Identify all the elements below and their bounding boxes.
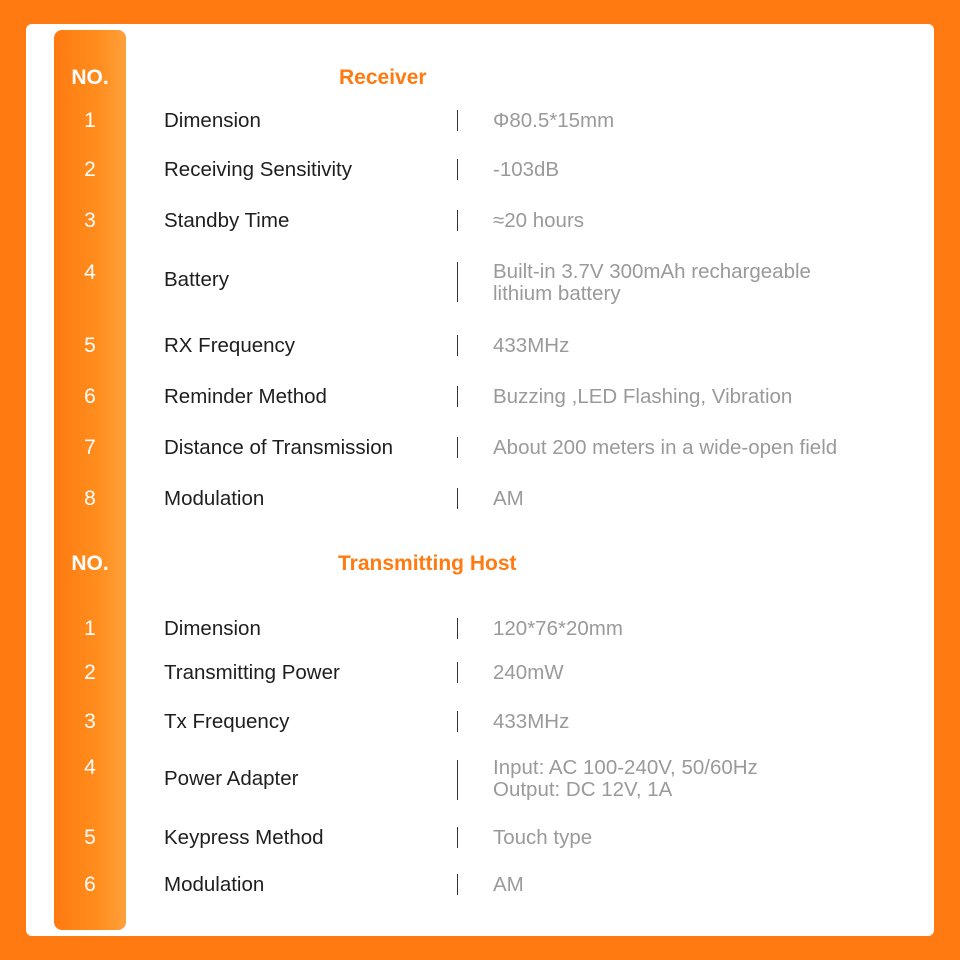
transmitter-row-label: Transmitting Power xyxy=(164,661,340,684)
receiver-row-number: 6 xyxy=(84,385,96,408)
receiver-row-label: Modulation xyxy=(164,487,265,510)
receiver-row-value: ≈20 hours xyxy=(493,209,585,232)
transmitter-row-number: 6 xyxy=(84,873,96,896)
transmitter-row-label: Modulation xyxy=(164,873,265,896)
receiver-row-number: 1 xyxy=(84,109,96,132)
transmitter-row-label: Keypress Method xyxy=(164,826,324,849)
receiver-row-label: RX Frequency xyxy=(164,334,296,357)
receiver-row-number: 2 xyxy=(84,158,96,181)
transmitter-row-number: 2 xyxy=(84,661,96,684)
receiver-row-value: Buzzing ,LED Flashing, Vibration xyxy=(493,385,793,408)
row-separator xyxy=(457,262,458,302)
receiver-row-number: 5 xyxy=(84,334,96,357)
transmitter-row-label: Power Adapter xyxy=(164,767,299,790)
receiver-row-label: Standby Time xyxy=(164,209,290,232)
row-separator xyxy=(457,711,458,732)
receiver-row-label: Battery xyxy=(164,268,229,291)
row-separator xyxy=(457,618,458,639)
receiver-row-value-line: Built-in 3.7V 300mAh rechargeable xyxy=(493,260,811,283)
transmitter-row-number: 1 xyxy=(84,617,96,640)
row-separator xyxy=(457,827,458,848)
transmitter-row-label: Dimension xyxy=(164,617,261,640)
row-separator xyxy=(457,386,458,407)
transmitter-row-value-line: Input: AC 100-240V, 50/60Hz xyxy=(493,756,758,779)
transmitter-row-number: 5 xyxy=(84,826,96,849)
transmitter-row-value: 120*76*20mm xyxy=(493,617,623,640)
row-separator xyxy=(457,159,458,180)
transmitter-row-value: 433MHz xyxy=(493,710,570,733)
transmitter-row-label: Tx Frequency xyxy=(164,710,290,733)
transmitter-section-title: Transmitting Host xyxy=(338,552,517,575)
receiver-row-label: Distance of Transmission xyxy=(164,436,394,459)
receiver-row-value: 433MHz xyxy=(493,334,570,357)
transmitter-row-value: Touch type xyxy=(493,826,593,849)
receiver-row-number: 8 xyxy=(84,487,96,510)
receiver-row-value: AM xyxy=(493,487,524,510)
receiver-row-value: -103dB xyxy=(493,158,560,181)
receiver-section-title: Receiver xyxy=(339,66,427,89)
receiver-row-label: Reminder Method xyxy=(164,385,327,408)
receiver-row-value: Φ80.5*15mm xyxy=(493,109,615,132)
row-separator xyxy=(457,760,458,800)
transmitter-row-value: AM xyxy=(493,873,524,896)
row-separator xyxy=(457,662,458,683)
receiver-row-number: 7 xyxy=(84,436,96,459)
transmitter-row-value: 240mW xyxy=(493,661,564,684)
receiver-row-label: Dimension xyxy=(164,109,261,132)
spec-card xyxy=(26,24,934,936)
row-separator xyxy=(457,488,458,509)
receiver-row-value: About 200 meters in a wide-open field xyxy=(493,436,838,459)
row-separator xyxy=(457,335,458,356)
row-separator xyxy=(457,874,458,895)
row-separator xyxy=(457,437,458,458)
receiver-row-number: 4 xyxy=(84,261,96,284)
receiver-row-label: Receiving Sensitivity xyxy=(164,158,352,181)
receiver-row-number: 3 xyxy=(84,209,96,232)
receiver-no-header: NO. xyxy=(71,66,109,89)
row-separator xyxy=(457,210,458,231)
transmitter-row-number: 3 xyxy=(84,710,96,733)
receiver-row-value-line: lithium battery xyxy=(493,282,621,305)
transmitter-no-header: NO. xyxy=(71,552,109,575)
row-separator xyxy=(457,110,458,131)
transmitter-row-number: 4 xyxy=(84,756,96,779)
transmitter-row-value-line: Output: DC 12V, 1A xyxy=(493,778,673,801)
